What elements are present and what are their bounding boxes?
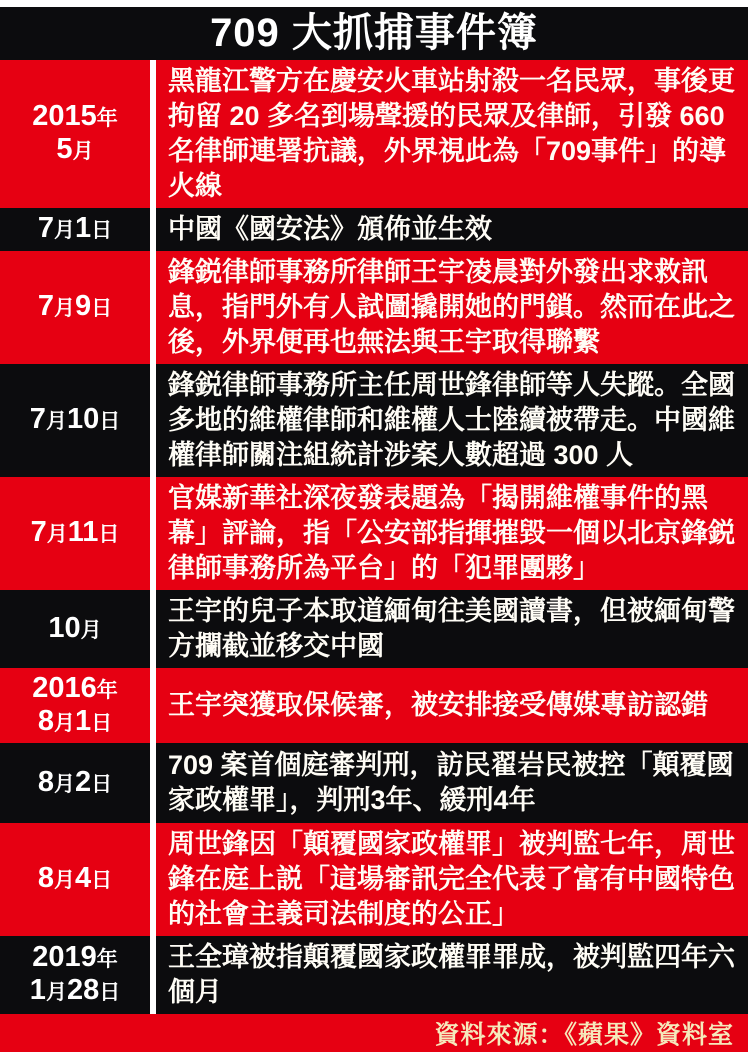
event-date (0, 208, 150, 251)
event-date-line: 8月1日 (37, 704, 113, 737)
event-description-cell (156, 60, 748, 208)
event-description-cell (156, 668, 748, 743)
event-date-line: 8月4日 (37, 862, 113, 894)
event-description-cell (156, 823, 748, 936)
event-date-line: 8月2日 (37, 765, 113, 798)
source-credit: 資料來源：《蘋果》資料室 (434, 1022, 734, 1049)
event-date-line: 2015年 (32, 100, 118, 132)
event-date-line: 10月 (48, 611, 102, 644)
event-description: 黑龍江警方在慶安火車站射殺一名民眾，事後更拘留 20 多名到場聲援的民眾及律師，引發 660 名律師連署抗議，外界視此為「709事件」的導火線 (168, 66, 735, 201)
event-description: 鋒鋭律師事務所律師王宇凌晨對外發出求救訊息，指門外有人試圖撬開她的門鎖。然而在此之後，外界便再也無法與王宇取得聯繫 (168, 257, 735, 357)
event-description-cell (156, 590, 748, 668)
event-date (0, 936, 150, 1014)
source-footer (0, 1014, 748, 1052)
event-row (0, 936, 748, 1014)
event-description: 709 案首個庭審判刑，訪民翟岩民被控「顛覆國家政權罪」，判刑3年、緩刑4年 (168, 750, 734, 815)
event-description: 王全璋被指顛覆國家政權罪罪成，被判監四年六個月 (168, 942, 735, 1007)
page-title: 709 大抓捕事件簿 (210, 11, 538, 55)
event-description-cell (156, 936, 748, 1014)
event-description: 鋒鋭律師事務所主任周世鋒律師等人失蹤。全國多地的維權律師和維權人士陸續被帶走。中國維權律師關注組統計涉案人數超過 300 人 (168, 370, 735, 470)
event-description-cell (156, 364, 748, 477)
event-date-line: 5月 (56, 133, 94, 165)
event-description: 周世鋒因「顛覆國家政權罪」被判監七年，周世鋒在庭上説「這場審訊完全代表了富有中國特色的社會主義司法制度的公正」 (168, 829, 735, 929)
event-date (0, 823, 150, 936)
event-description: 王宇的兒子本取道緬甸往美國讀書，但被緬甸警方攔截並移交中國 (168, 596, 735, 661)
event-row (0, 60, 748, 208)
event-date (0, 364, 150, 477)
timeline-table (0, 60, 748, 1014)
event-description: 王宇突獲取保候審，被安排接受傳媒專訪認錯 (168, 690, 708, 720)
event-date (0, 590, 150, 668)
event-date (0, 60, 150, 208)
event-date-line: 1月28日 (29, 974, 121, 1006)
event-row (0, 364, 748, 477)
event-date-line: 2019年 (32, 941, 118, 973)
event-description-cell (156, 208, 748, 251)
event-date-line: 7月11日 (30, 516, 120, 548)
event-description: 中國《國安法》頒佈並生效 (168, 214, 492, 244)
event-row (0, 251, 748, 364)
event-date (0, 251, 150, 364)
event-date-line: 7月10日 (29, 403, 121, 435)
event-description: 官媒新華社深夜發表題為「揭開維權事件的黑幕」評論，指「公安部指揮摧毀一個以北京鋒鋭律師事務所為平台」的「犯罪團夥」 (168, 483, 735, 583)
event-date (0, 477, 150, 590)
event-row (0, 823, 748, 936)
event-row (0, 208, 748, 251)
event-row (0, 590, 748, 668)
event-date (0, 743, 150, 823)
event-description-cell (156, 251, 748, 364)
event-date-line: 7月9日 (37, 290, 113, 322)
event-row (0, 477, 748, 590)
event-row (0, 668, 748, 743)
event-description-cell (156, 743, 748, 823)
event-description-cell (156, 477, 748, 590)
title-band (0, 7, 748, 60)
event-row (0, 743, 748, 823)
event-date (0, 668, 150, 743)
event-date-line: 2016年 (32, 671, 118, 704)
event-date-line: 7月1日 (37, 212, 113, 244)
